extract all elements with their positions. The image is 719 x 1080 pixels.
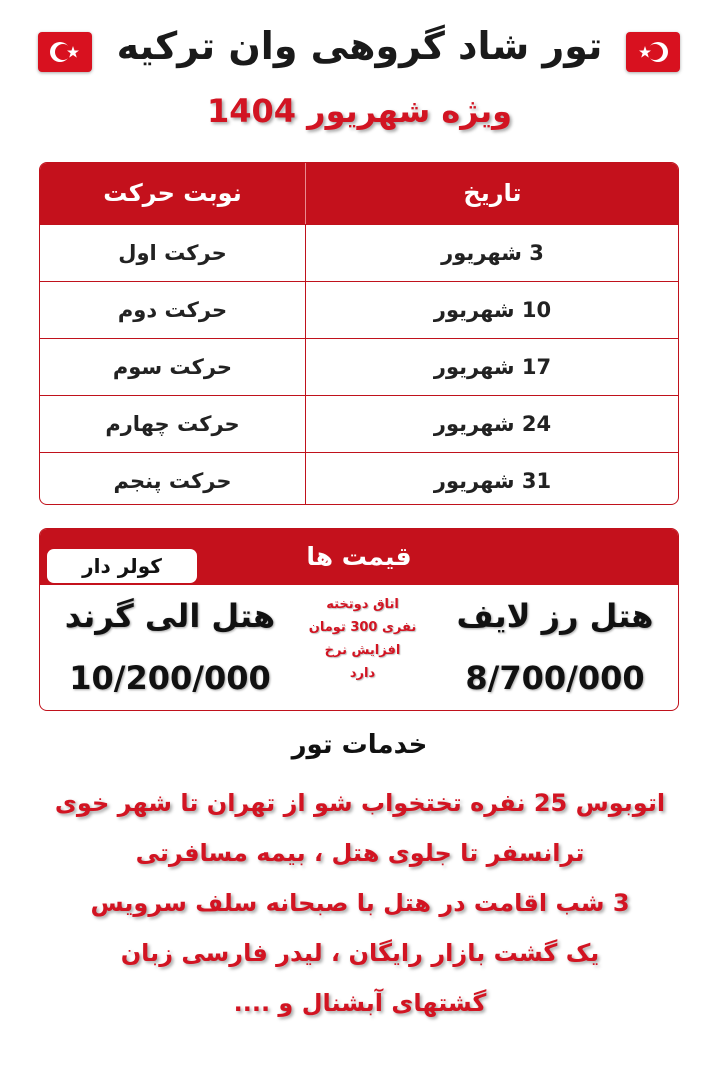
services-list xyxy=(40,780,680,1030)
row-departure: حرکت پنجم xyxy=(113,469,232,493)
service-item: اتوبوس 25 نفره تختخواب شو از تهران تا شهر خوی xyxy=(54,789,666,817)
double-room-note xyxy=(290,593,435,685)
column-header-date: تاریخ xyxy=(463,179,522,207)
service-item: 3 شب اقامت در هتل با صبحانه سلف سرویس xyxy=(90,889,630,917)
row-departure: حرکت اول xyxy=(118,241,227,265)
column-divider xyxy=(305,339,306,395)
price-panel xyxy=(39,528,679,711)
table-row xyxy=(40,452,678,505)
service-item: گشتهای آبشنال و .... xyxy=(233,989,487,1017)
column-divider xyxy=(305,225,306,281)
table-row xyxy=(40,338,678,395)
hotel-price-rose-life: 8/700/000 xyxy=(465,659,645,697)
row-date: 17 شهریور xyxy=(433,355,552,379)
row-date: 31 شهریور xyxy=(433,469,552,493)
turkey-flag-icon xyxy=(626,32,680,72)
row-date: 10 شهریور xyxy=(433,298,552,322)
note-line: اتاق دوتخته xyxy=(326,597,399,612)
schedule-header xyxy=(40,163,678,224)
service-item: یک گشت بازار رایگان ، لیدر فارسی زبان xyxy=(120,939,600,967)
price-panel-title: قیمت ها xyxy=(306,542,412,571)
header xyxy=(0,22,719,82)
hotel-name-rose-life: هتل رز لایف xyxy=(456,597,654,635)
note-line: دارد xyxy=(349,666,376,681)
page-title: تور شاد گروهی وان ترکیه xyxy=(116,24,603,68)
table-row xyxy=(40,281,678,338)
service-item: ترانسفر تا جلوی هتل ، بیمه مسافرتی xyxy=(135,839,585,867)
row-departure: حرکت چهارم xyxy=(105,412,240,436)
table-row xyxy=(40,395,678,452)
row-date: 3 شهریور xyxy=(441,241,544,265)
schedule-table xyxy=(39,162,679,505)
row-date: 24 شهریور xyxy=(433,412,552,436)
services-title: خدمات تور xyxy=(291,730,428,760)
air-conditioned-badge: کولر دار xyxy=(47,549,197,583)
hotel-name-ali-grand: هتل الی گرند xyxy=(64,597,276,635)
column-divider xyxy=(305,453,306,505)
column-divider xyxy=(305,163,306,224)
row-departure: حرکت سوم xyxy=(112,355,233,379)
table-row xyxy=(40,224,678,281)
note-line: افزایش نرخ xyxy=(324,643,401,658)
note-line: نفری 300 تومان xyxy=(308,620,417,635)
column-divider xyxy=(305,396,306,452)
column-header-departure: نوبت حرکت xyxy=(103,179,242,207)
row-departure: حرکت دوم xyxy=(117,298,228,322)
hotel-price-ali-grand: 10/200/000 xyxy=(69,659,271,697)
column-divider xyxy=(305,282,306,338)
page-subtitle: ویژه شهریور 1404 xyxy=(206,92,513,130)
